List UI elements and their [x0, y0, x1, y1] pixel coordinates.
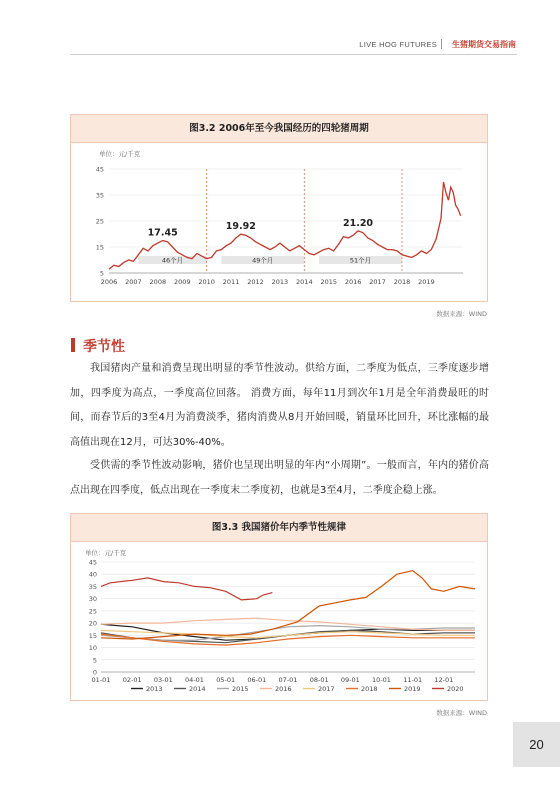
- page-number-box: [513, 722, 560, 767]
- x-tick-label: 2015: [320, 278, 337, 286]
- legend-label: 2019: [404, 685, 421, 693]
- x-tick-label: 2017: [369, 278, 386, 286]
- peak-label: 21.20: [342, 217, 374, 229]
- x-tick-label: 2007: [125, 278, 142, 286]
- chart-unit: 单位：元/千克: [85, 549, 127, 557]
- y-tick-label: 0: [92, 668, 97, 677]
- legend-label: 2013: [146, 685, 163, 693]
- paragraph-2: 受供需的季节性波动影响，猪价也呈现出明显的年内“小周期”。一般而言，年内的猪价高点出现在四季度，低点出现在一季度末二季度初，也就是3至4月，二季度企稳上涨。: [70, 460, 489, 496]
- y-tick-label: 5: [99, 269, 104, 278]
- x-tick-label: 03-01: [153, 676, 173, 684]
- x-tick-label: 04-01: [185, 676, 204, 684]
- x-tick-label: 2006: [100, 278, 118, 286]
- legend-label: 2018: [361, 685, 378, 693]
- y-tick-label: 20: [88, 619, 97, 628]
- x-tick-label: 11-01: [403, 676, 423, 684]
- cycle-label: 46个月: [161, 256, 184, 265]
- y-tick-label: 35: [95, 191, 104, 200]
- figure-caption: 图3.3 我国猪价年内季节性规律: [71, 514, 487, 542]
- cycle-label: 51个月: [349, 256, 372, 265]
- x-tick-label: 2016: [344, 278, 362, 286]
- legend-label: 2016: [275, 685, 292, 693]
- figure-seasonality: [70, 513, 488, 701]
- y-tick-label: 35: [88, 582, 97, 591]
- figure2-source: 数据来源：WIND: [436, 709, 487, 717]
- y-tick-label: 25: [95, 217, 104, 226]
- x-tick-label: 05-01: [216, 676, 236, 684]
- x-tick-label: 10-01: [372, 676, 391, 684]
- x-tick-label: 2008: [149, 278, 167, 286]
- figure-pig-cycle: [70, 114, 488, 302]
- x-tick-label: 2014: [296, 278, 313, 286]
- x-tick-label: 01-01: [91, 676, 111, 684]
- header-en-title: LIVE HOG FUTURES: [359, 40, 437, 49]
- x-tick-label: 2011: [222, 278, 240, 286]
- header-rule: [70, 54, 517, 55]
- legend-label: 2017: [318, 685, 335, 693]
- y-tick-label: 45: [88, 558, 97, 567]
- section-title: 季节性: [83, 339, 125, 355]
- cycle-label: 49个月: [252, 256, 274, 265]
- x-tick-label: 06-01: [247, 676, 267, 684]
- x-tick-label: 02-01: [122, 676, 142, 684]
- header-separator: [441, 39, 442, 49]
- x-tick-label: 2009: [173, 278, 191, 286]
- pig-cycle-chart: [71, 143, 487, 301]
- chart-unit: 单位：元/千克: [99, 150, 141, 158]
- seasonality-chart: [71, 542, 487, 700]
- legend-label: 2015: [232, 685, 249, 693]
- y-tick-label: 25: [88, 607, 97, 616]
- x-tick-label: 2018: [393, 278, 411, 286]
- y-tick-label: 15: [95, 243, 104, 252]
- figure-caption: 图3.2 2006年至今我国经历的四轮猪周期: [71, 115, 487, 143]
- x-tick-label: 2012: [247, 278, 264, 286]
- page-header: [0, 36, 560, 56]
- y-tick-label: 45: [95, 165, 104, 174]
- legend-label: 2020: [447, 685, 464, 693]
- x-tick-label: 2010: [198, 278, 215, 286]
- y-tick-label: 5: [92, 656, 97, 665]
- peak-label: 19.92: [225, 221, 256, 233]
- y-tick-label: 15: [88, 631, 97, 640]
- legend-label: 2014: [189, 685, 206, 693]
- x-tick-label: 09-01: [340, 676, 360, 684]
- y-tick-label: 10: [88, 644, 97, 653]
- x-tick-label: 12-01: [434, 676, 454, 684]
- x-tick-label: 07-01: [278, 676, 298, 684]
- x-tick-label: 08-01: [309, 676, 329, 684]
- peak-label: 17.45: [147, 227, 178, 239]
- y-tick-label: 40: [88, 570, 97, 579]
- series-line-2020: [101, 578, 272, 600]
- section-bar: [71, 338, 75, 352]
- paragraph-1: 我国猪肉产量和消费呈现出明显的季节性波动。供给方面，二季度为低点，三季度逐步增加，四季度为高点，一季度高位回落。 消费方面，每年11月到次年1月是全年消费最旺的时间，而春节后的3至4月为消费淡季，猪肉消费从8月开始回暖，销量环比回升，环比涨幅的最高值出现在12月，可达30%-40%。: [70, 363, 489, 448]
- x-tick-label: 2013: [271, 278, 289, 286]
- page-number: 20: [529, 737, 544, 752]
- y-tick-label: 30: [88, 595, 97, 604]
- header-cn-title: 生猪期货交易指南: [452, 40, 516, 49]
- x-tick-label: 2019: [418, 278, 435, 286]
- figure1-source: 数据来源：WIND: [436, 310, 487, 318]
